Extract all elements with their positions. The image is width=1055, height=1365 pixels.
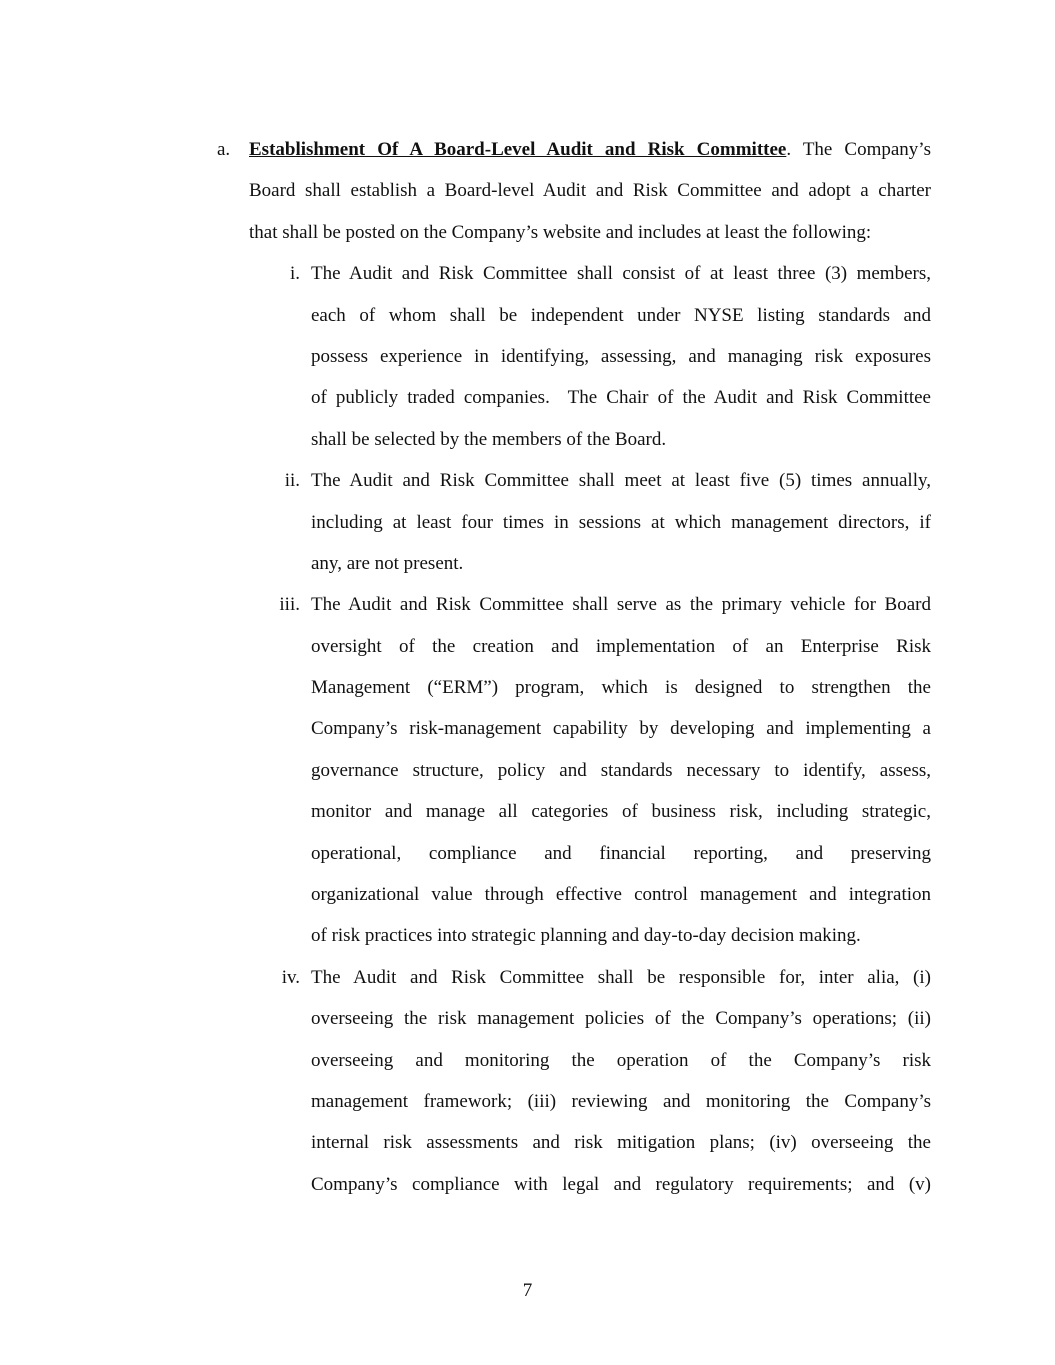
section-a-line — [0, 212, 1055, 253]
list-item-label: i. — [289, 263, 300, 285]
list-item-text: The Audit and Risk Committee shall meet at least five (5) times annually, — [311, 470, 931, 492]
list-item-text: possess experience in identifying, assessing, and managing risk exposures — [311, 345, 931, 367]
list-item-text: any, are not present. — [311, 552, 464, 574]
page-number: 7 — [522, 1280, 533, 1301]
list-item-text: governance structure, policy and standards necessary to identify, assess, — [311, 759, 931, 781]
section-first-line — [249, 129, 931, 170]
list-item-text: oversight of the creation and implementation of an Enterprise Risk — [311, 635, 931, 657]
list-item-line — [0, 584, 1055, 625]
section-heading-tail: . The Company’s — [786, 139, 931, 160]
list-item-line — [0, 419, 1055, 460]
list-item-line — [0, 1122, 1055, 1163]
list-item-line — [0, 377, 1055, 418]
list-item-text: including at least four times in sessions at which management directors, if — [311, 511, 931, 533]
list-item-line — [0, 502, 1055, 543]
list-item-line — [0, 915, 1055, 956]
list-item-text: internal risk assessments and risk mitigation plans; (iv) overseeing the — [311, 1132, 931, 1154]
list-item-line — [0, 750, 1055, 791]
list-item-text: shall be selected by the members of the Board. — [311, 428, 667, 450]
list-item-line — [0, 253, 1055, 294]
list-item-text: operational, compliance and financial reporting, and preserving — [311, 842, 931, 864]
list-item-text: of publicly traded companies. The Chair of the Audit and Risk Committee — [311, 387, 931, 409]
list-item-line — [0, 1164, 1055, 1205]
list-item-line — [0, 543, 1055, 584]
section-label: a. — [217, 139, 231, 160]
list-item-line — [0, 791, 1055, 832]
list-item-text: The Audit and Risk Committee shall be responsible for, inter alia, (i) — [311, 966, 931, 988]
section-text-line: Board shall establish a Board-level Audit and Risk Committee and adopt a charter — [249, 180, 931, 202]
list-item-line — [0, 833, 1055, 874]
list-item-text: Company’s risk-management capability by developing and implementing a — [311, 718, 931, 740]
list-item-label: iv. — [281, 966, 300, 988]
list-item-text: overseeing the risk management policies of the Company’s operations; (ii) — [311, 1008, 931, 1030]
list-item-line — [0, 1081, 1055, 1122]
list-item-text: monitor and manage all categories of business risk, including strategic, — [311, 801, 931, 823]
list-item-line — [0, 336, 1055, 377]
list-item-line — [0, 626, 1055, 667]
section-a-line — [0, 129, 1055, 170]
list-item-line — [0, 1040, 1055, 1081]
list-item-line — [0, 998, 1055, 1039]
list-item-text: Company’s compliance with legal and regulatory requirements; and (v) — [311, 1173, 931, 1195]
list-item-text: of risk practices into strategic planning and day-to-day decision making. — [311, 925, 861, 947]
list-item-label: iii. — [279, 594, 300, 616]
list-item-text: overseeing and monitoring the operation of the Company’s risk — [311, 1049, 931, 1071]
list-item-line — [0, 295, 1055, 336]
list-item-line — [0, 667, 1055, 708]
list-item-text: Management (“ERM”) program, which is designed to strengthen the — [311, 677, 931, 699]
list-item-text: management framework; (iii) reviewing and monitoring the Company’s — [311, 1090, 931, 1112]
list-item-line — [0, 460, 1055, 501]
list-item-text: organizational value through effective control management and integration — [311, 884, 931, 906]
section-a-line — [0, 170, 1055, 211]
list-item-text: The Audit and Risk Committee shall consist of at least three (3) members, — [311, 263, 931, 285]
list-item-line — [0, 708, 1055, 749]
section-heading: Establishment Of A Board-Level Audit and Risk Committee — [249, 139, 787, 160]
list-item-label: ii. — [284, 470, 300, 492]
document-body — [0, 129, 1055, 1205]
section-text-line: that shall be posted on the Company’s website and includes at least the following: — [249, 221, 872, 243]
list-item-line — [0, 957, 1055, 998]
sub-item-list — [0, 253, 1055, 1205]
list-item-text: The Audit and Risk Committee shall serve as the primary vehicle for Board — [311, 594, 931, 616]
list-item-line — [0, 874, 1055, 915]
list-item-text: each of whom shall be independent under NYSE listing standards and — [311, 304, 931, 326]
